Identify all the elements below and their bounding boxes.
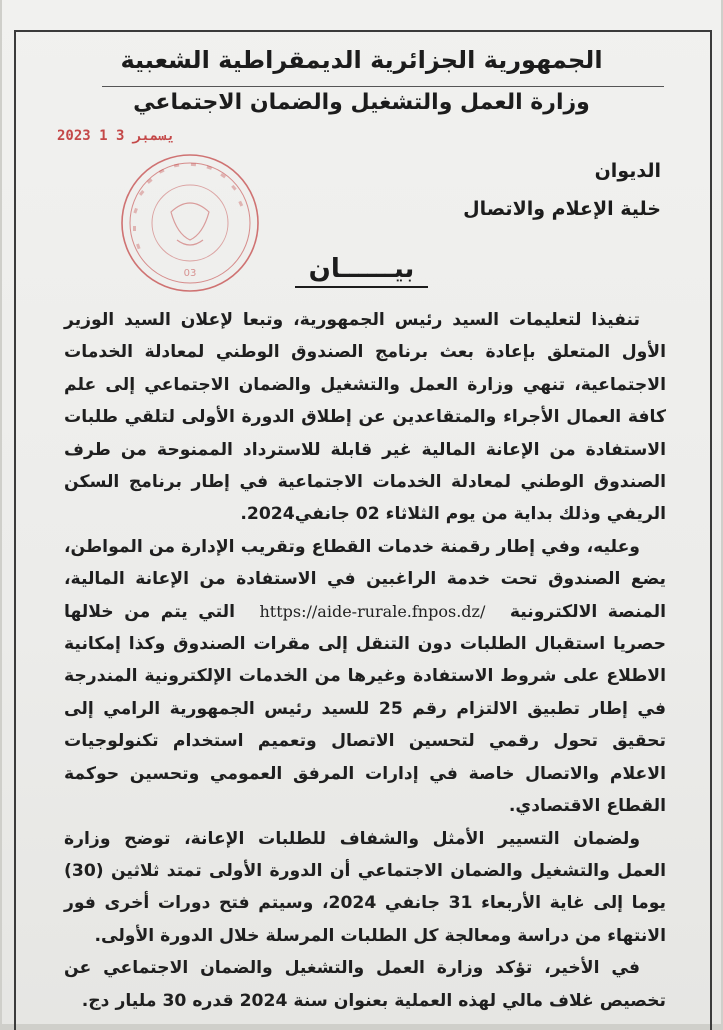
office-name: الديوان (594, 160, 661, 182)
paragraph-1: تنفيذا لتعليمات السيد رئيس الجمهورية، وتبعا لإعلان السيد الوزير الأول المتعلق بإعادة بعث برنامج الصندوق الوطني لمعادلة الخدمات الاجتماعية، تنهي وزارة العمل والتشغيل والضمان الاجتماعي إلى علم كافة العمال الأجراء والمتقاعدين عن إطلاق الدورة الأولى لتلقي طلبات الاستفادة من الإعانة المالية غير قابلة للاسترداد الممنوحة من طرف الصندوق الوطني لمعادلة الخدمات الاجتماعية في إطار برنامج السكن الريفي وذلك بداية من يوم الثلاثاء 02 جانفي2024. (64, 310, 666, 525)
platform-url-link[interactable]: https://aide-rurale.fnpos.dz/ (259, 601, 486, 621)
paragraph-2-end: التي يتم من خلالها حصريا استقبال الطلبات دون التنقل إلى مقرات الصندوق وكذا إمكانية الاطلاع على شروط الاستفادة وغيرها من الخدمات الإلكترونية المندرجة في إطار تطبيق الالتزام رقم 25 للسيد رئيس الجمهورية الرامي إلى تحقيق تحول رقمي لتحسين الاتصال وتعميم استخدام تكنولوجيات الاعلام والاتصال خاصة في إدارات المرفق العمومي وتحسين حوكمة القطاع الاقتصادي. (64, 601, 666, 817)
svg-text:03: 03 (183, 268, 197, 279)
paragraph-2 (64, 531, 666, 823)
paragraph-3: ولضمان التسيير الأمثل والشفاف للطلبات الإعانة، توضح وزارة العمل والتشغيل والضمان الاجتماعي أن الدورة الأولى تمتد ثلاثين (30) يوما إلى غاية الأربعاء 31 جانفي 2024، وسيتم فتح دورات أخرى فور الانتهاء من دراسة ومعالجة كل الطلبات المرسلة خلال الدورة الأولى. (64, 828, 666, 946)
paragraph-4: في الأخير، تؤكد وزارة العمل والتشغيل والضمان الاجتماعي عن تخصيص غلاف مالي لهذه العملية بعنوان سنة 2024 قدره 30 مليار دج. (64, 958, 666, 1011)
office-unit: خلية الإعلام والاتصال (463, 198, 661, 220)
document-title (2, 254, 721, 284)
issuing-office (463, 152, 661, 228)
paragraph-2-start: وعليه، وفي إطار رقمنة خدمات القطاع وتقريب الإدارة من المواطن، يضع الصندوق تحت خدمة الراغبين في الاستفادة من الإعانة المالية، المنصة الالكترونية (64, 536, 667, 622)
ministry-heading: وزارة العمل والتشغيل والضمان الاجتماعي (133, 90, 590, 115)
stamp-date: 2023 يسمبر 3 1 (57, 128, 176, 144)
document-body (64, 304, 666, 1017)
heading-divider (102, 86, 664, 87)
republic-heading: الجمهورية الجزائرية الديمقراطية الشعبية (120, 46, 603, 74)
title-text: بيــــــان (295, 254, 429, 288)
document-sheet (2, 0, 721, 1024)
